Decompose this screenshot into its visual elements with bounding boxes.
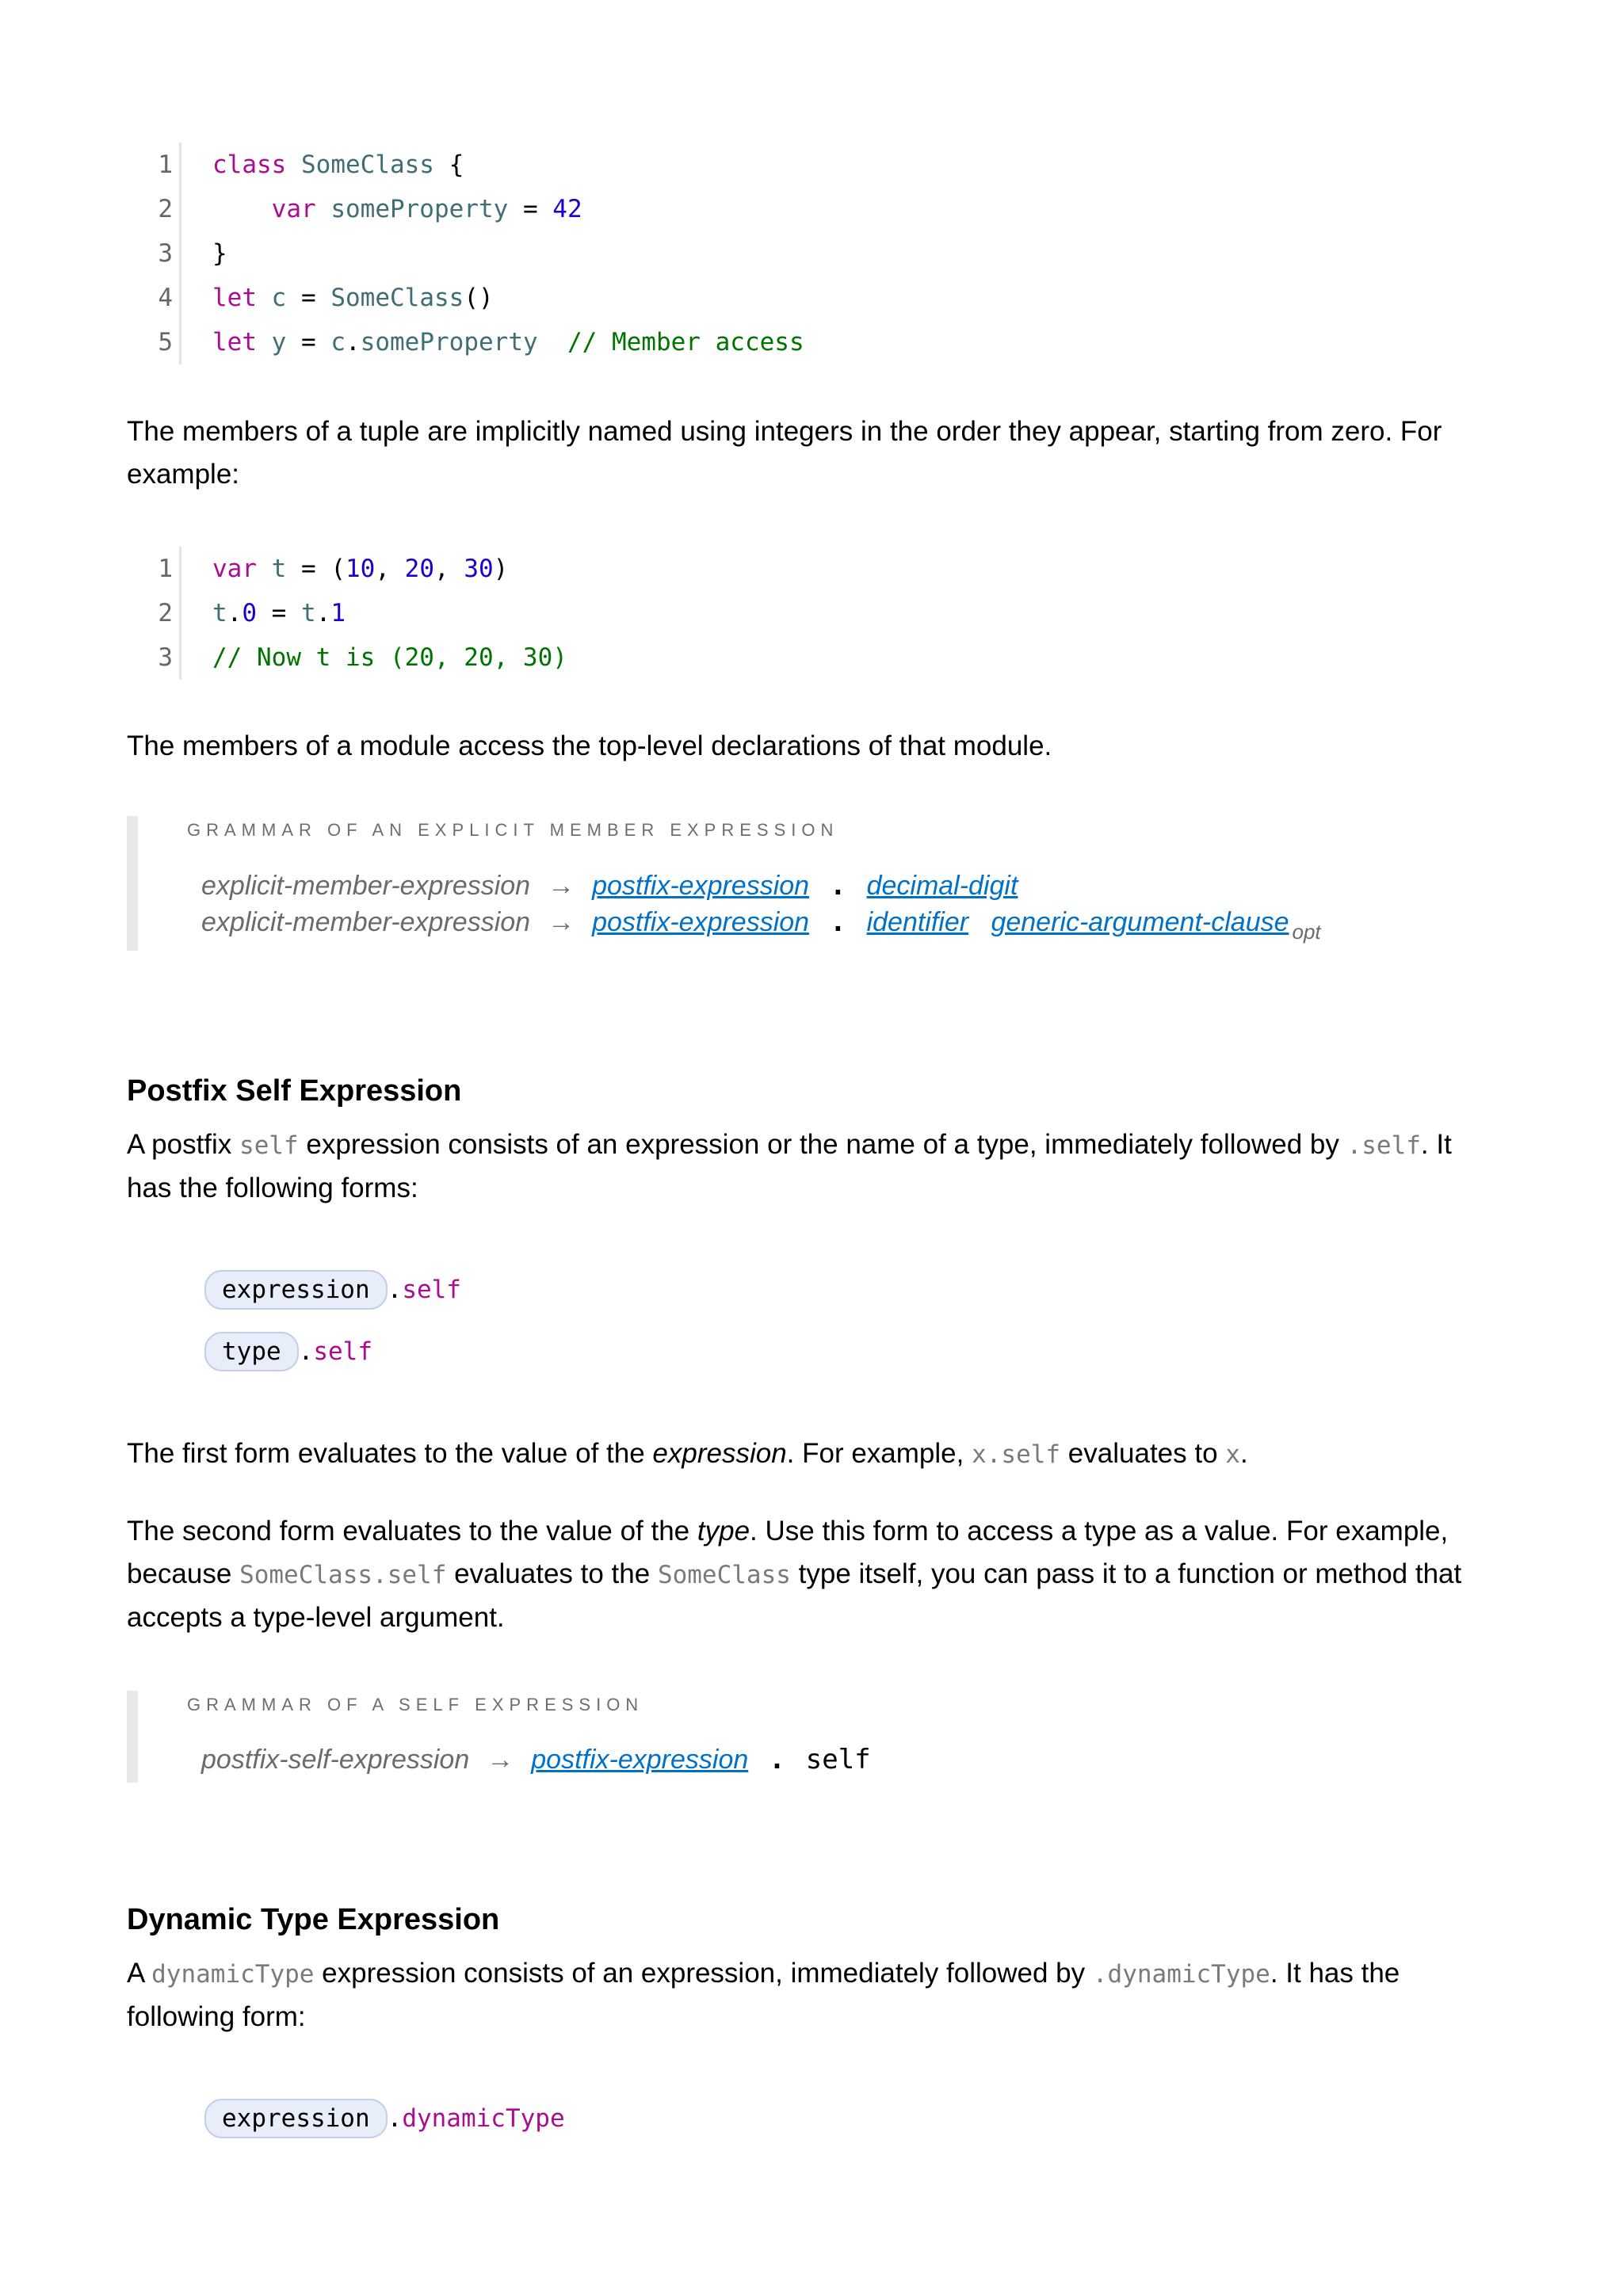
code-token: 30	[464, 555, 494, 583]
code-text	[212, 635, 567, 680]
line-number: 3	[158, 239, 173, 268]
code-token	[257, 555, 272, 583]
grammar-explicit-member-expression	[127, 816, 1485, 951]
grammar-title: GRAMMAR OF AN EXPLICIT MEMBER EXPRESSION	[187, 820, 839, 840]
section-heading-postfix-self: Postfix Self Expression	[127, 1074, 462, 1108]
syntax-form-type-self: type .self	[204, 1331, 372, 1372]
code-token	[316, 195, 331, 223]
inline-code: x	[1225, 1440, 1240, 1469]
code-token: // Now t is (20, 20, 30)	[212, 643, 567, 672]
paragraph-first-form: The first form evaluates to the value of the expression. For example, x.self evaluates to x.	[127, 1438, 1248, 1469]
grammar-link-postfix-expression[interactable]: postfix-expression	[592, 907, 810, 937]
code-token: y	[271, 328, 287, 357]
code-token: )	[493, 555, 509, 583]
code-token: var	[212, 555, 257, 583]
gutter-rule	[179, 187, 181, 231]
placeholder-pill: expression	[204, 1270, 388, 1310]
gutter-rule	[179, 547, 181, 591]
code-token: class	[212, 151, 287, 179]
inline-code: .self	[1346, 1131, 1421, 1160]
code-token: = (	[286, 555, 346, 583]
placeholder-pill: type	[204, 1332, 299, 1371]
code-token: .	[227, 599, 242, 627]
code-token	[538, 328, 567, 357]
code-text	[212, 320, 804, 364]
keyword-dynamictype: dynamicType	[402, 2104, 565, 2133]
inline-code: SomeClass	[657, 1561, 791, 1589]
code-token	[286, 151, 301, 179]
code-token: t	[212, 599, 227, 627]
code-token: 20	[404, 555, 434, 583]
code-token: =	[508, 195, 553, 223]
line-number: 2	[158, 195, 173, 223]
line-number: 1	[158, 555, 173, 583]
paragraph-dynamic-type-intro: A dynamicType expression consists of an expression, immediately followed by .dynamicType. It has the following form:	[127, 1958, 1400, 2032]
syntax-form-expression-dynamictype: expression .dynamicType	[204, 2098, 565, 2139]
code-text	[212, 187, 582, 231]
arrow-icon: →	[548, 871, 575, 901]
gutter-rule	[179, 635, 181, 680]
grammar-literal-dot: .	[830, 906, 846, 938]
grammar-link-postfix-expression[interactable]: postfix-expression	[592, 871, 810, 901]
code-text	[212, 591, 346, 635]
grammar-literal-self: self	[805, 1744, 871, 1775]
section-heading-dynamic-type: Dynamic Type Expression	[127, 1903, 500, 1936]
code-text	[212, 547, 508, 591]
gutter-rule	[179, 320, 181, 364]
code-token	[257, 284, 272, 312]
code-token: 10	[346, 555, 376, 583]
code-token: c	[330, 328, 346, 357]
code-token: t	[301, 599, 316, 627]
code-text	[212, 231, 227, 276]
line-number: 3	[158, 643, 173, 672]
code-token: t	[271, 555, 287, 583]
code-token: SomeClass	[301, 151, 434, 179]
grammar-nonterminal: explicit-member-expression	[201, 907, 531, 937]
gutter-rule	[179, 591, 181, 635]
grammar-link-identifier[interactable]: identifier	[866, 907, 969, 937]
code-token: =	[286, 284, 331, 312]
code-token: 1	[330, 599, 346, 627]
line-number: 5	[158, 328, 173, 357]
code-token: var	[271, 195, 316, 223]
grammar-optional-marker: opt	[1292, 920, 1321, 944]
inline-code: SomeClass.self	[239, 1561, 447, 1589]
code-token: 42	[552, 195, 582, 223]
inline-code: .dynamicType	[1092, 1960, 1270, 1989]
grammar-title: GRAMMAR OF A SELF EXPRESSION	[187, 1695, 644, 1714]
code-token: ,	[433, 555, 464, 583]
line-number: 1	[158, 151, 173, 179]
line-number: 4	[158, 284, 173, 312]
code-token: c	[271, 284, 287, 312]
code-token: 0	[242, 599, 258, 627]
arrow-icon: →	[487, 1745, 514, 1775]
inline-code: dynamicType	[151, 1960, 315, 1989]
grammar-link-decimal-digit[interactable]: decimal-digit	[866, 871, 1018, 901]
code-token	[212, 195, 272, 223]
grammar-rule	[201, 1741, 871, 1778]
code-token: =	[286, 328, 331, 357]
inline-code: x.self	[972, 1440, 1061, 1469]
code-token: ,	[375, 555, 405, 583]
grammar-nonterminal: explicit-member-expression	[201, 871, 531, 901]
code-token: {	[433, 151, 464, 179]
keyword-self: self	[402, 1276, 461, 1304]
code-token: let	[212, 284, 257, 312]
code-token: ()	[464, 284, 494, 312]
grammar-self-expression	[127, 1691, 1485, 1783]
code-token	[257, 328, 272, 357]
gutter-rule	[179, 231, 181, 276]
code-token: someProperty	[330, 195, 509, 223]
paragraph-tuple-members: The members of a tuple are implicitly named using integers in the order they appear, starting from zero. For example:	[127, 416, 1442, 490]
code-token: .	[315, 599, 331, 627]
code-token: .	[346, 328, 361, 357]
arrow-icon: →	[548, 907, 575, 937]
code-token: }	[212, 239, 227, 268]
gutter-rule	[179, 143, 181, 187]
code-token: someProperty	[360, 328, 538, 357]
grammar-literal-dot: .	[769, 1744, 785, 1775]
paragraph-second-form: The second form evaluates to the value of the type. Use this form to access a type as a value. For example, because SomeClass.self evaluates to the SomeClass type itself, you can pass it to a function or method that accepts a type-level argument.	[127, 1516, 1462, 1633]
placeholder-pill: expression	[204, 2099, 388, 2138]
grammar-link-postfix-expression[interactable]: postfix-expression	[531, 1745, 749, 1775]
grammar-literal-dot: .	[830, 870, 846, 902]
grammar-rule	[201, 868, 1018, 904]
code-text	[212, 143, 464, 187]
code-text	[212, 276, 494, 320]
code-token: // Member access	[567, 328, 804, 357]
gutter-rule	[179, 276, 181, 320]
inline-code: self	[239, 1131, 299, 1160]
grammar-nonterminal: postfix-self-expression	[201, 1745, 470, 1775]
paragraph-module-members: The members of a module access the top-level declarations of that module.	[127, 730, 1052, 761]
code-token: let	[212, 328, 257, 357]
code-token: =	[257, 599, 302, 627]
line-number: 2	[158, 599, 173, 627]
code-token: SomeClass	[330, 284, 464, 312]
syntax-form-expression-self: expression .self	[204, 1269, 461, 1310]
grammar-rule	[201, 904, 1321, 942]
grammar-link-generic-argument-clause[interactable]: generic-argument-clause	[991, 907, 1289, 937]
paragraph-self-intro: A postfix self expression consists of an expression or the name of a type, immediately followed by .self. It has the following forms:	[127, 1129, 1452, 1203]
keyword-self: self	[313, 1337, 372, 1366]
